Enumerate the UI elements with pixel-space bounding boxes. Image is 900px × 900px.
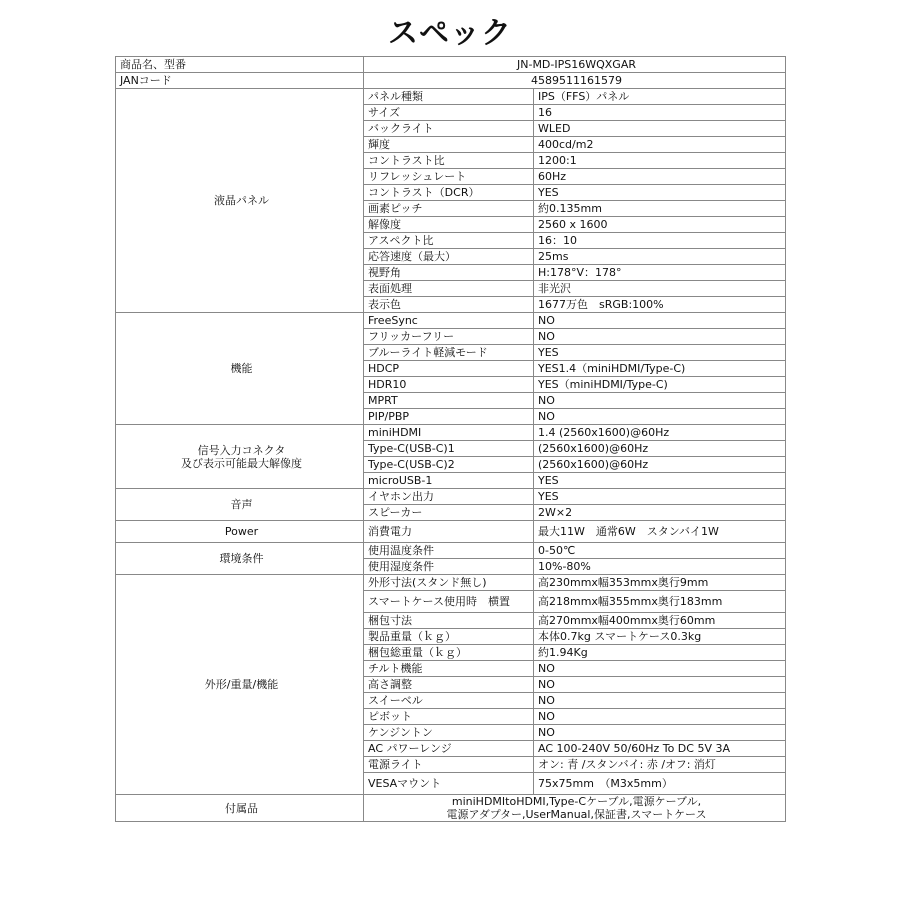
spec-label: PIP/PBP xyxy=(364,409,534,425)
spec-value: 高270mmx幅400mmx奥行60mm xyxy=(534,613,786,629)
spec-value: 高218mmx幅355mmx奥行183mm xyxy=(534,591,786,613)
spec-label: 応答速度（最大） xyxy=(364,249,534,265)
spec-value: WLED xyxy=(534,121,786,137)
spec-label: 視野角 xyxy=(364,265,534,281)
spec-label: イヤホン出力 xyxy=(364,489,534,505)
spec-label: 電源ライト xyxy=(364,757,534,773)
spec-label: ブルーライト軽減モード xyxy=(364,345,534,361)
table-row xyxy=(116,489,786,505)
spec-label: スイーベル xyxy=(364,693,534,709)
spec-label: サイズ xyxy=(364,105,534,121)
spec-value: YES xyxy=(534,489,786,505)
table-row xyxy=(116,543,786,559)
accessories-list xyxy=(364,795,786,822)
spec-value: IPS（FFS）パネル xyxy=(534,89,786,105)
spec-label: microUSB-1 xyxy=(364,473,534,489)
spec-label: AC パワーレンジ xyxy=(364,741,534,757)
spec-value: オン: 青 /スタンバイ: 赤 /オフ: 消灯 xyxy=(534,757,786,773)
spec-label: HDR10 xyxy=(364,377,534,393)
spec-value: YES xyxy=(534,185,786,201)
spec-value: 高230mmx幅353mmx奥行9mm xyxy=(534,575,786,591)
spec-value: 25ms xyxy=(534,249,786,265)
spec-label: 使用湿度条件 xyxy=(364,559,534,575)
spec-label: スマートケース使用時 横置 xyxy=(364,591,534,613)
spec-label: フリッカーフリー xyxy=(364,329,534,345)
table-row xyxy=(116,425,786,441)
spec-value: NO xyxy=(534,693,786,709)
spec-value: 0-50℃ xyxy=(534,543,786,559)
spec-value: 約0.135mm xyxy=(534,201,786,217)
spec-label: HDCP xyxy=(364,361,534,377)
spec-value: YES（miniHDMI/Type-C) xyxy=(534,377,786,393)
section-category xyxy=(116,425,364,489)
spec-value: 1200:1 xyxy=(534,153,786,169)
spec-label: スピーカー xyxy=(364,505,534,521)
section-category-line2: 及び表示可能最大解像度 xyxy=(181,456,302,470)
spec-value: 1677万色 sRGB:100% xyxy=(534,297,786,313)
spec-value: YES xyxy=(534,473,786,489)
spec-value: 本体0.7kg スマートケース0.3kg xyxy=(534,629,786,645)
section-category: 音声 xyxy=(116,489,364,521)
spec-label: チルト機能 xyxy=(364,661,534,677)
spec-value: (2560x1600)@60Hz xyxy=(534,457,786,473)
accessories-line2: 電源アダプター,UserManual,保証書,スマートケース xyxy=(446,808,707,821)
section-category: 液晶パネル xyxy=(116,89,364,313)
spec-label: バックライト xyxy=(364,121,534,137)
spec-value: NO xyxy=(534,393,786,409)
spec-label: ケンジントン xyxy=(364,725,534,741)
spec-label: リフレッシュレート xyxy=(364,169,534,185)
row-value: JN-MD-IPS16WQXGAR xyxy=(364,57,786,73)
spec-label: FreeSync xyxy=(364,313,534,329)
spec-value: H:178°V：178° xyxy=(534,265,786,281)
spec-table xyxy=(115,56,786,822)
spec-label: 高さ調整 xyxy=(364,677,534,693)
spec-label: 解像度 xyxy=(364,217,534,233)
table-row xyxy=(116,89,786,105)
row-label: JANコード xyxy=(116,73,364,89)
spec-label: コントラスト（DCR） xyxy=(364,185,534,201)
spec-value: 16：10 xyxy=(534,233,786,249)
table-row xyxy=(116,73,786,89)
spec-value: NO xyxy=(534,661,786,677)
spec-label: アスペクト比 xyxy=(364,233,534,249)
spec-value: 10%-80% xyxy=(534,559,786,575)
spec-value: NO xyxy=(534,329,786,345)
spec-label: 表示色 xyxy=(364,297,534,313)
spec-label: 消費電力 xyxy=(364,521,534,543)
section-category: 外形/重量/機能 xyxy=(116,575,364,795)
spec-value: NO xyxy=(534,677,786,693)
accessories-line1: miniHDMItoHDMI,Type-Cケーブル,電源ケーブル, xyxy=(451,795,702,808)
spec-value: NO xyxy=(534,709,786,725)
table-row xyxy=(116,795,786,822)
spec-value: 16 xyxy=(534,105,786,121)
spec-value: AC 100-240V 50/60Hz To DC 5V 3A xyxy=(534,741,786,757)
spec-label: 梱包総重量（ｋｇ） xyxy=(364,645,534,661)
spec-value: 約1.94Kg xyxy=(534,645,786,661)
spec-label: パネル種類 xyxy=(364,89,534,105)
accessories-label: 付属品 xyxy=(116,795,364,822)
spec-label: 製品重量（ｋｇ） xyxy=(364,629,534,645)
spec-label: 梱包寸法 xyxy=(364,613,534,629)
table-row xyxy=(116,521,786,543)
spec-label: Type-C(USB-C)2 xyxy=(364,457,534,473)
spec-label: Type-C(USB-C)1 xyxy=(364,441,534,457)
spec-value: 400cd/m2 xyxy=(534,137,786,153)
spec-label: コントラスト比 xyxy=(364,153,534,169)
section-category: 環境条件 xyxy=(116,543,364,575)
section-category: 機能 xyxy=(116,313,364,425)
spec-value: 最大11W 通常6W スタンバイ1W xyxy=(534,521,786,543)
table-row xyxy=(116,57,786,73)
row-value: 4589511161579 xyxy=(364,73,786,89)
spec-value: NO xyxy=(534,313,786,329)
spec-label: 輝度 xyxy=(364,137,534,153)
spec-label: 外形寸法(スタンド無し) xyxy=(364,575,534,591)
spec-label: 表面処理 xyxy=(364,281,534,297)
spec-value: 60Hz xyxy=(534,169,786,185)
spec-value: 75x75mm （M3x5mm） xyxy=(534,773,786,795)
table-row xyxy=(116,313,786,329)
row-label: 商品名、型番 xyxy=(116,57,364,73)
table-row xyxy=(116,575,786,591)
spec-value: 2W×2 xyxy=(534,505,786,521)
spec-value: YES xyxy=(534,345,786,361)
section-category-line1: 信号入力コネクタ xyxy=(197,443,286,457)
spec-value: (2560x1600)@60Hz xyxy=(534,441,786,457)
spec-value: 非光沢 xyxy=(534,281,786,297)
spec-value: YES1.4（miniHDMI/Type-C) xyxy=(534,361,786,377)
spec-label: ピボット xyxy=(364,709,534,725)
spec-label: MPRT xyxy=(364,393,534,409)
spec-label: 使用温度条件 xyxy=(364,543,534,559)
page-title: スペック xyxy=(388,16,512,51)
spec-value: NO xyxy=(534,409,786,425)
spec-label: VESAマウント xyxy=(364,773,534,795)
spec-value: 1.4 (2560x1600)@60Hz xyxy=(534,425,786,441)
spec-label: 画素ピッチ xyxy=(364,201,534,217)
spec-value: 2560 x 1600 xyxy=(534,217,786,233)
spec-label: miniHDMI xyxy=(364,425,534,441)
spec-value: NO xyxy=(534,725,786,741)
section-category: Power xyxy=(116,521,364,543)
